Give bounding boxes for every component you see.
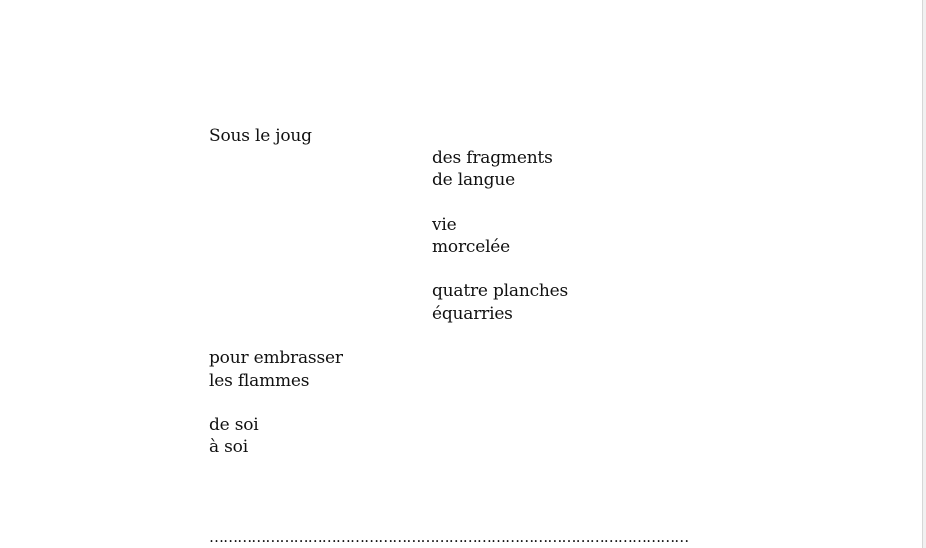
poem-line: pour embrasser [209, 348, 343, 368]
poem-line: vie [432, 215, 457, 235]
poem-line: des fragments [432, 148, 553, 168]
poem-line: quatre planches [432, 281, 569, 301]
poem-line: de langue [432, 170, 515, 190]
dotted-separator: ………………………………………………………………………………………… [209, 528, 689, 546]
poem-line: à soi [209, 437, 248, 457]
poem-line: morcelée [432, 237, 511, 257]
poem-line: de soi [209, 415, 259, 435]
poem-line: les flammes [209, 371, 310, 391]
poem-line: Sous le joug [209, 126, 312, 146]
poem-line: équarries [432, 304, 513, 324]
